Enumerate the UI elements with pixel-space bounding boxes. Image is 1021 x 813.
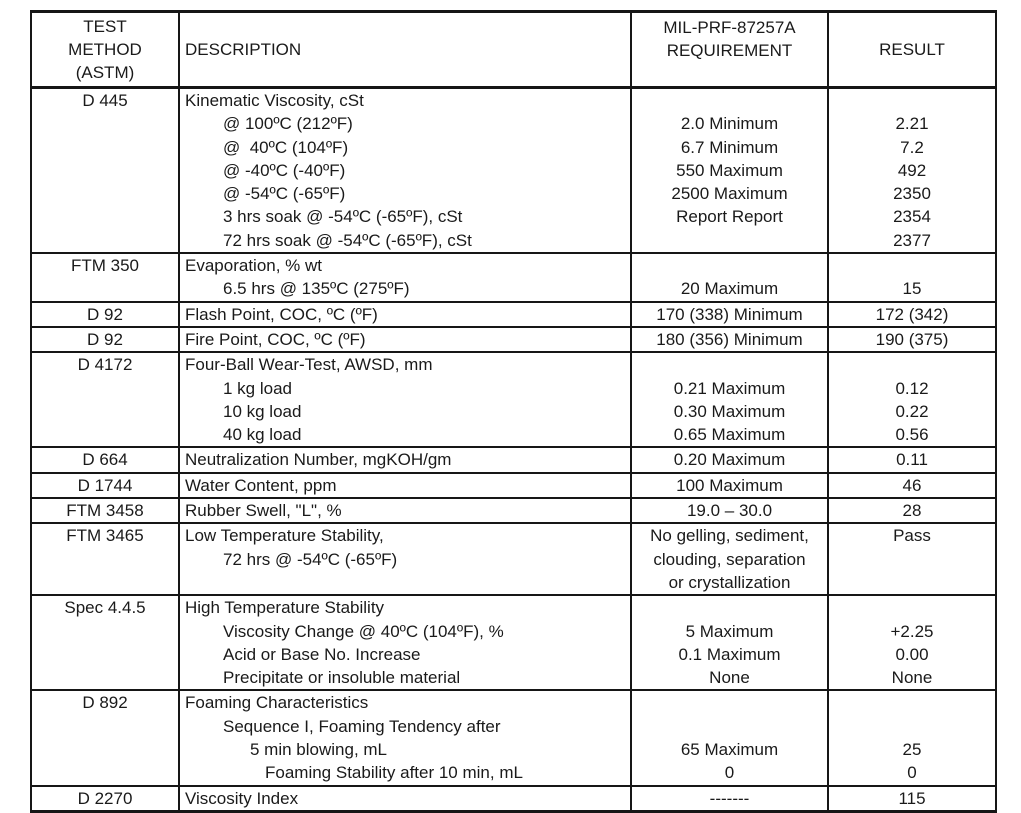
description-cell: Viscosity Index (179, 786, 631, 812)
description-cell: Water Content, ppm (179, 473, 631, 498)
result-cell (828, 715, 996, 738)
test-method-cell: D 892 (31, 690, 179, 785)
result-cell: 15 (828, 277, 996, 301)
result-cell: 190 (375) (828, 327, 996, 352)
col-header-description: DESCRIPTION (179, 12, 631, 88)
requirement-cell: 0.20 Maximum (631, 447, 828, 472)
result-cell: 0.11 (828, 447, 996, 472)
description-cell: Low Temperature Stability, (179, 523, 631, 547)
result-cell: 2.21 (828, 112, 996, 135)
requirement-cell: 0.65 Maximum (631, 423, 828, 447)
test-method-cell: D 2270 (31, 786, 179, 812)
requirement-cell: No gelling, sediment, (631, 523, 828, 547)
description-cell: 40 kg load (179, 423, 631, 447)
requirement-cell (631, 715, 828, 738)
requirement-cell: 19.0 – 30.0 (631, 498, 828, 523)
requirement-cell: 0.30 Maximum (631, 400, 828, 423)
header-line: (ASTM) (75, 63, 135, 82)
description-cell: Precipitate or insoluble material (179, 666, 631, 690)
requirement-cell (631, 229, 828, 253)
table-row (31, 88, 996, 113)
test-method-cell: D 92 (31, 327, 179, 352)
result-cell (828, 88, 996, 113)
table-row (31, 690, 996, 714)
table-row (31, 498, 996, 523)
header-line: MIL-PRF-87257A (663, 18, 796, 37)
description-cell: Four-Ball Wear-Test, AWSD, mm (179, 352, 631, 376)
requirement-cell: Report Report (631, 205, 828, 228)
result-cell: 115 (828, 786, 996, 812)
description-cell: Foaming Characteristics (179, 690, 631, 714)
requirement-cell: None (631, 666, 828, 690)
table-row (31, 523, 996, 547)
test-method-cell: Spec 4.4.5 (31, 595, 179, 690)
test-results-table (30, 10, 997, 813)
result-cell: 28 (828, 498, 996, 523)
table-row (31, 473, 996, 498)
col-header-requirement (631, 12, 828, 88)
description-cell: 5 min blowing, mL (179, 738, 631, 761)
result-cell: 46 (828, 473, 996, 498)
description-cell: 1 kg load (179, 377, 631, 400)
description-cell: High Temperature Stability (179, 595, 631, 619)
description-cell: Fire Point, COC, ºC (ºF) (179, 327, 631, 352)
table-row (31, 253, 996, 277)
test-method-cell: FTM 3465 (31, 523, 179, 595)
requirement-cell: ------- (631, 786, 828, 812)
result-cell: 0.56 (828, 423, 996, 447)
requirement-cell: 170 (338) Minimum (631, 302, 828, 327)
description-cell: 72 hrs @ -54ºC (-65ºF) (179, 548, 631, 571)
result-cell: 2377 (828, 229, 996, 253)
test-method-cell: D 92 (31, 302, 179, 327)
table-row (31, 352, 996, 376)
requirement-cell: 0.21 Maximum (631, 377, 828, 400)
result-cell (828, 352, 996, 376)
description-cell: Rubber Swell, "L", % (179, 498, 631, 523)
description-cell: 6.5 hrs @ 135ºC (275ºF) (179, 277, 631, 301)
result-cell: None (828, 666, 996, 690)
requirement-cell (631, 352, 828, 376)
result-cell (828, 690, 996, 714)
description-cell: 72 hrs soak @ -54ºC (-65ºF), cSt (179, 229, 631, 253)
description-cell: @ 100ºC (212ºF) (179, 112, 631, 135)
requirement-cell: 550 Maximum (631, 159, 828, 182)
description-cell: Evaporation, % wt (179, 253, 631, 277)
col-header-test-method (31, 12, 179, 88)
result-cell: 0 (828, 761, 996, 785)
table-body (31, 88, 996, 812)
requirement-cell: 0.1 Maximum (631, 643, 828, 666)
description-cell: Viscosity Change @ 40ºC (104ºF), % (179, 620, 631, 643)
result-cell: 2350 (828, 182, 996, 205)
test-method-cell: D 1744 (31, 473, 179, 498)
table-row (31, 786, 996, 812)
result-cell: +2.25 (828, 620, 996, 643)
requirement-cell: 100 Maximum (631, 473, 828, 498)
result-cell (828, 571, 996, 595)
result-cell: 2354 (828, 205, 996, 228)
description-cell: Foaming Stability after 10 min, mL (179, 761, 631, 785)
test-method-cell: FTM 350 (31, 253, 179, 302)
requirement-cell: 2.0 Minimum (631, 112, 828, 135)
requirement-cell: 20 Maximum (631, 277, 828, 301)
requirement-cell: 180 (356) Minimum (631, 327, 828, 352)
result-cell (828, 595, 996, 619)
requirement-cell (631, 88, 828, 113)
table-row (31, 327, 996, 352)
requirement-cell: or crystallization (631, 571, 828, 595)
result-cell: 172 (342) (828, 302, 996, 327)
header-line: METHOD (68, 40, 142, 59)
table-row (31, 302, 996, 327)
result-cell: 25 (828, 738, 996, 761)
requirement-cell: 5 Maximum (631, 620, 828, 643)
description-cell: Kinematic Viscosity, cSt (179, 88, 631, 113)
requirement-cell: clouding, separation (631, 548, 828, 571)
requirement-cell: 6.7 Minimum (631, 136, 828, 159)
description-cell: 3 hrs soak @ -54ºC (-65ºF), cSt (179, 205, 631, 228)
result-cell: Pass (828, 523, 996, 547)
requirement-cell: 65 Maximum (631, 738, 828, 761)
result-cell: 0.12 (828, 377, 996, 400)
table-row (31, 447, 996, 472)
result-cell: 0.00 (828, 643, 996, 666)
table-header (31, 12, 996, 88)
requirement-cell (631, 690, 828, 714)
result-cell: 7.2 (828, 136, 996, 159)
description-cell: Acid or Base No. Increase (179, 643, 631, 666)
description-cell (179, 571, 631, 595)
description-cell: @ -54ºC (-65ºF) (179, 182, 631, 205)
result-cell (828, 253, 996, 277)
test-method-cell: D 664 (31, 447, 179, 472)
table-row (31, 595, 996, 619)
result-cell: 0.22 (828, 400, 996, 423)
requirement-cell (631, 595, 828, 619)
header-row (31, 12, 996, 88)
result-cell: 492 (828, 159, 996, 182)
test-method-cell: D 445 (31, 88, 179, 254)
header-line: TEST (83, 17, 127, 36)
requirement-cell (631, 253, 828, 277)
requirement-cell: 2500 Maximum (631, 182, 828, 205)
test-method-cell: FTM 3458 (31, 498, 179, 523)
result-cell (828, 548, 996, 571)
description-cell: Neutralization Number, mgKOH/gm (179, 447, 631, 472)
header-line: REQUIREMENT (666, 41, 793, 60)
description-cell: Sequence I, Foaming Tendency after (179, 715, 631, 738)
description-cell: 10 kg load (179, 400, 631, 423)
description-cell: @ 40ºC (104ºF) (179, 136, 631, 159)
description-cell: Flash Point, COC, ºC (ºF) (179, 302, 631, 327)
description-cell: @ -40ºC (-40ºF) (179, 159, 631, 182)
requirement-cell: 0 (631, 761, 828, 785)
test-method-cell: D 4172 (31, 352, 179, 447)
col-header-result: RESULT (828, 12, 996, 88)
